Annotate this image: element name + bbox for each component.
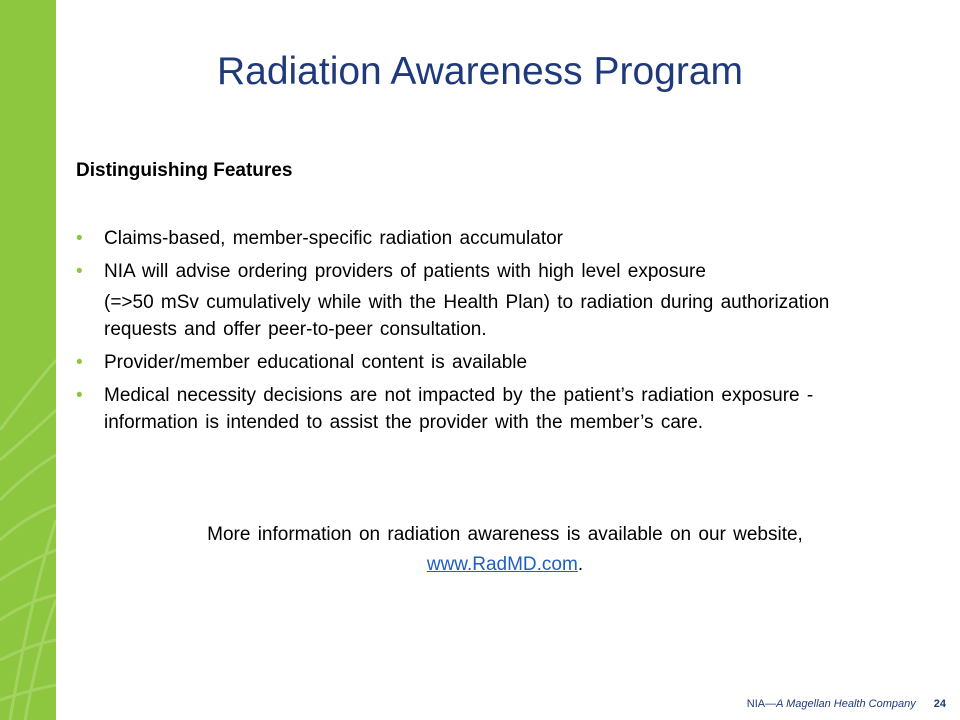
list-item-text: Provider/member educational content is available <box>104 352 528 373</box>
footer-company: A Magellan Health Company <box>776 698 916 710</box>
link-suffix: . <box>577 554 584 575</box>
list-item-text: Claims-based, member-specific radiation accumulator <box>104 228 564 249</box>
list-item-text: Medical necessity decisions are not impacted by the patient’s radiation exposure - information is intended to assist the provider with the member’s care. <box>104 385 814 433</box>
list-item-continuation <box>76 289 896 343</box>
more-info-text: More information on radiation awareness is available on our website, <box>207 524 803 545</box>
list-item-text: NIA will advise ordering providers of patients with high level exposure <box>104 261 706 282</box>
footer-prefix: NIA— <box>746 698 777 710</box>
list-item-text: (=>50 mSv cumulatively while with the Health Plan) to radiation during authorization requests and offer peer-to-peer consultation. <box>104 292 830 340</box>
list-item <box>76 382 896 436</box>
more-info-note <box>90 520 920 580</box>
website-link[interactable]: www.RadMD.com <box>426 554 578 575</box>
bullet-icon: • <box>76 228 83 249</box>
decorative-left-band <box>0 0 56 720</box>
list-item <box>76 225 896 252</box>
section-heading: Distinguishing Features <box>76 160 293 181</box>
list-item <box>76 349 896 376</box>
list-item <box>76 258 896 285</box>
feature-list <box>76 225 896 442</box>
bullet-icon: • <box>76 352 83 373</box>
leaf-pattern-icon <box>0 0 56 720</box>
bullet-icon: • <box>76 261 83 282</box>
page-title: Radiation Awareness Program <box>216 50 744 93</box>
page-number: 24 <box>933 698 946 710</box>
bullet-icon: • <box>76 385 83 406</box>
slide-footer <box>747 698 946 710</box>
